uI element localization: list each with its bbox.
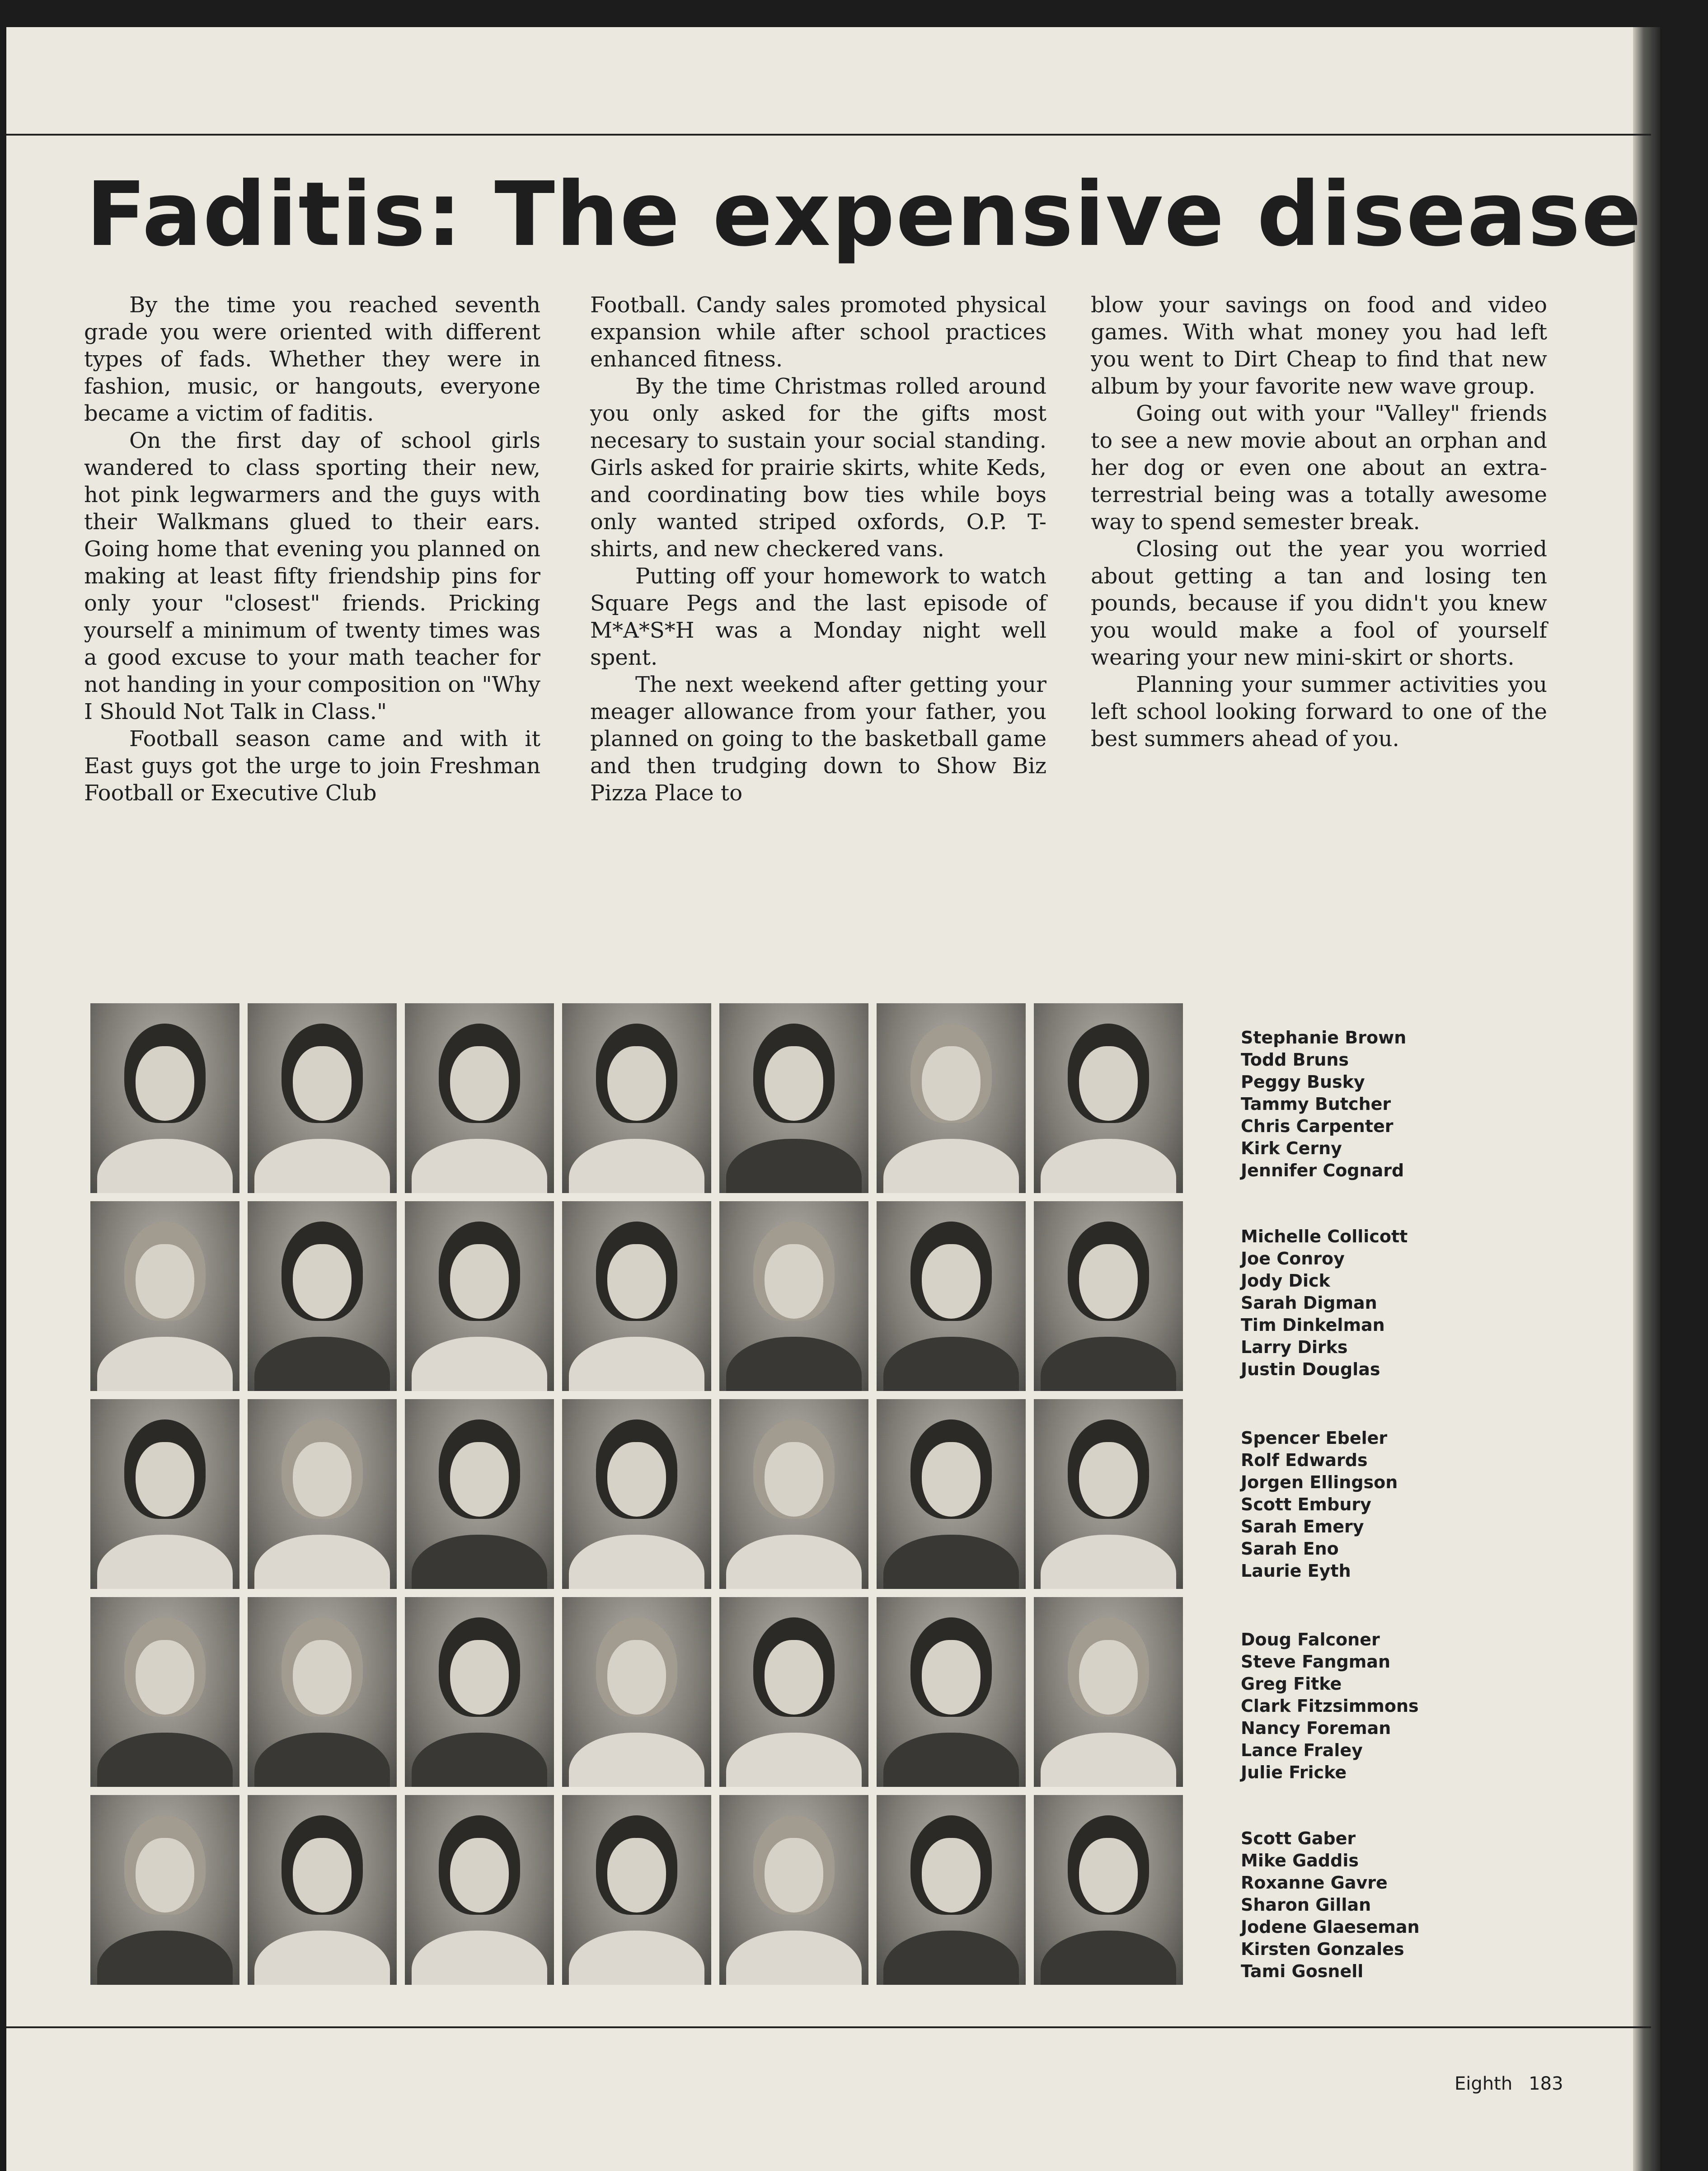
portrait-photo — [719, 1003, 868, 1193]
portrait-photo — [562, 1399, 711, 1589]
student-name: Clark Fitzsimmons — [1241, 1696, 1419, 1716]
name-list-row-1 — [1241, 1027, 1406, 1182]
portrait-photo — [562, 1201, 711, 1391]
student-name: Larry Dirks — [1241, 1337, 1348, 1357]
portrait-row-2 — [90, 1201, 1183, 1391]
article-column-2 — [590, 291, 1046, 807]
page-number: 183 — [1529, 2073, 1563, 2094]
student-name: Sarah Eno — [1241, 1539, 1339, 1559]
top-rule — [6, 134, 1651, 136]
student-name: Scott Gaber — [1241, 1828, 1356, 1848]
student-name: Kirk Cerny — [1241, 1138, 1342, 1158]
student-name: Justin Douglas — [1241, 1359, 1380, 1379]
article-column-1 — [84, 291, 540, 807]
bottom-rule — [6, 2026, 1651, 2028]
portrait-photo — [719, 1795, 868, 1985]
student-name: Sarah Emery — [1241, 1517, 1364, 1537]
portrait-photo — [248, 1399, 397, 1589]
paragraph: The next weekend after getting your meager allowance from your father, you planned on going to the basketball game and then trudging down to Show Biz Pizza Place to — [590, 672, 1046, 806]
student-name: Julie Fricke — [1241, 1762, 1347, 1782]
portrait-photo — [877, 1795, 1026, 1985]
portrait-photo — [1034, 1597, 1183, 1787]
portrait-photo — [90, 1003, 239, 1193]
student-name: Peggy Busky — [1241, 1072, 1365, 1092]
portrait-photo — [1034, 1201, 1183, 1391]
portrait-row-4 — [90, 1597, 1183, 1787]
student-name: Spencer Ebeler — [1241, 1428, 1388, 1448]
portrait-photo — [248, 1597, 397, 1787]
student-name: Tammy Butcher — [1241, 1094, 1391, 1114]
portrait-photo — [1034, 1399, 1183, 1589]
student-name: Joe Conroy — [1241, 1249, 1345, 1269]
page-footer — [1455, 2073, 1563, 2094]
portrait-photo — [90, 1201, 239, 1391]
portrait-photo — [877, 1003, 1026, 1193]
portrait-row-5 — [90, 1795, 1183, 1985]
paragraph: Football season came and with it East guys got the urge to join Freshman Football or Executive Club — [84, 726, 540, 806]
portrait-photo — [405, 1201, 554, 1391]
student-name: Roxanne Gavre — [1241, 1873, 1388, 1893]
article-column-3 — [1091, 291, 1547, 752]
portrait-photo — [877, 1597, 1026, 1787]
portrait-photo — [90, 1399, 239, 1589]
student-name: Jodene Glaeseman — [1241, 1917, 1420, 1937]
portrait-photo — [877, 1399, 1026, 1589]
portrait-photo — [405, 1003, 554, 1193]
portrait-photo — [405, 1399, 554, 1589]
portrait-photo — [719, 1201, 868, 1391]
paragraph: Putting off your homework to watch Square Pegs and the last episode of M*A*S*H was a Monday night well spent. — [590, 564, 1046, 670]
student-name: Tim Dinkelman — [1241, 1315, 1385, 1335]
paragraph: Planning your summer activities you left school looking forward to one of the best summers ahead of you. — [1091, 672, 1547, 752]
paragraph: By the time Christmas rolled around you only asked for the gifts most necesary to sustain your social standing. Girls asked for prairie skirts, white Keds, and coordinating bow ties while boys only wanted striped oxfords, O.P. T-shirts, and new checkered vans. — [590, 374, 1046, 562]
portrait-photo — [248, 1795, 397, 1985]
portrait-photo — [1034, 1003, 1183, 1193]
student-name: Lance Fraley — [1241, 1740, 1363, 1760]
portrait-photo — [719, 1597, 868, 1787]
student-name: Todd Bruns — [1241, 1050, 1349, 1070]
student-name: Kirsten Gonzales — [1241, 1939, 1404, 1959]
yearbook-page — [6, 27, 1660, 2171]
portrait-grid — [90, 1003, 1183, 1993]
paragraph: blow your savings on food and video games. With what money you had left you went to Dirt Cheap to find that new album by your favorite new wave group. — [1091, 292, 1547, 399]
portrait-photo — [405, 1597, 554, 1787]
name-list-row-3 — [1241, 1427, 1398, 1582]
section-label: Eighth — [1455, 2073, 1513, 2094]
portrait-photo — [248, 1003, 397, 1193]
portrait-photo — [405, 1795, 554, 1985]
portrait-row-3 — [90, 1399, 1183, 1589]
student-name: Greg Fitke — [1241, 1674, 1342, 1694]
paragraph: By the time you reached seventh grade you were oriented with different types of fads. Whether they were in fashion, music, or hangouts, everyone became a victim of faditis. — [84, 292, 540, 426]
student-name: Laurie Eyth — [1241, 1561, 1351, 1581]
book-spine — [1633, 27, 1660, 2171]
student-name: Sarah Digman — [1241, 1293, 1377, 1313]
student-name: Michelle Collicott — [1241, 1226, 1408, 1246]
student-name: Mike Gaddis — [1241, 1851, 1359, 1870]
portrait-photo — [90, 1795, 239, 1985]
student-name: Doug Falconer — [1241, 1630, 1380, 1649]
student-name: Jorgen Ellingson — [1241, 1472, 1398, 1492]
portrait-photo — [562, 1003, 711, 1193]
page-title: Faditis: The expensive disease — [86, 163, 1642, 266]
name-list-row-2 — [1241, 1226, 1408, 1381]
portrait-photo — [719, 1399, 868, 1589]
student-name: Nancy Foreman — [1241, 1718, 1391, 1738]
portrait-photo — [248, 1201, 397, 1391]
portrait-photo — [877, 1201, 1026, 1391]
student-name: Sharon Gillan — [1241, 1895, 1371, 1915]
student-name: Rolf Edwards — [1241, 1450, 1368, 1470]
student-name: Stephanie Brown — [1241, 1028, 1407, 1048]
portrait-photo — [562, 1795, 711, 1985]
student-name: Jody Dick — [1241, 1271, 1330, 1291]
student-name: Chris Carpenter — [1241, 1116, 1394, 1136]
student-name: Jennifer Cognard — [1241, 1161, 1404, 1180]
name-list-row-5 — [1241, 1828, 1420, 1983]
student-name: Scott Embury — [1241, 1494, 1371, 1514]
paragraph: Closing out the year you worried about getting a tan and losing ten pounds, because if you didn't you knew you would make a fool of yourself wearing your new mini-skirt or shorts. — [1091, 536, 1547, 670]
student-name: Steve Fangman — [1241, 1652, 1390, 1672]
portrait-photo — [90, 1597, 239, 1787]
paragraph: Going out with your "Valley" friends to see a new movie about an orphan and her dog or even one about an extra-terrestrial being was a totally awesome way to spend semester break. — [1091, 401, 1547, 535]
student-name: Tami Gosnell — [1241, 1961, 1364, 1981]
portrait-row-1 — [90, 1003, 1183, 1193]
paragraph: On the first day of school girls wandered to class sporting their new, hot pink legwarmers and the guys with their Walkmans glued to their ears. Going home that evening you planned on making at least fifty friendship pins for only your "closest" friends. Pricking yourself a minimum of twenty times was a good excuse to your math teacher for not handing in your composition on "Why I Should Not Talk in Class." — [84, 428, 540, 724]
portrait-photo — [1034, 1795, 1183, 1985]
name-list-row-4 — [1241, 1629, 1419, 1784]
portrait-photo — [562, 1597, 711, 1787]
paragraph: Football. Candy sales promoted physical expansion while after school practices enhanced fitness. — [590, 292, 1046, 372]
